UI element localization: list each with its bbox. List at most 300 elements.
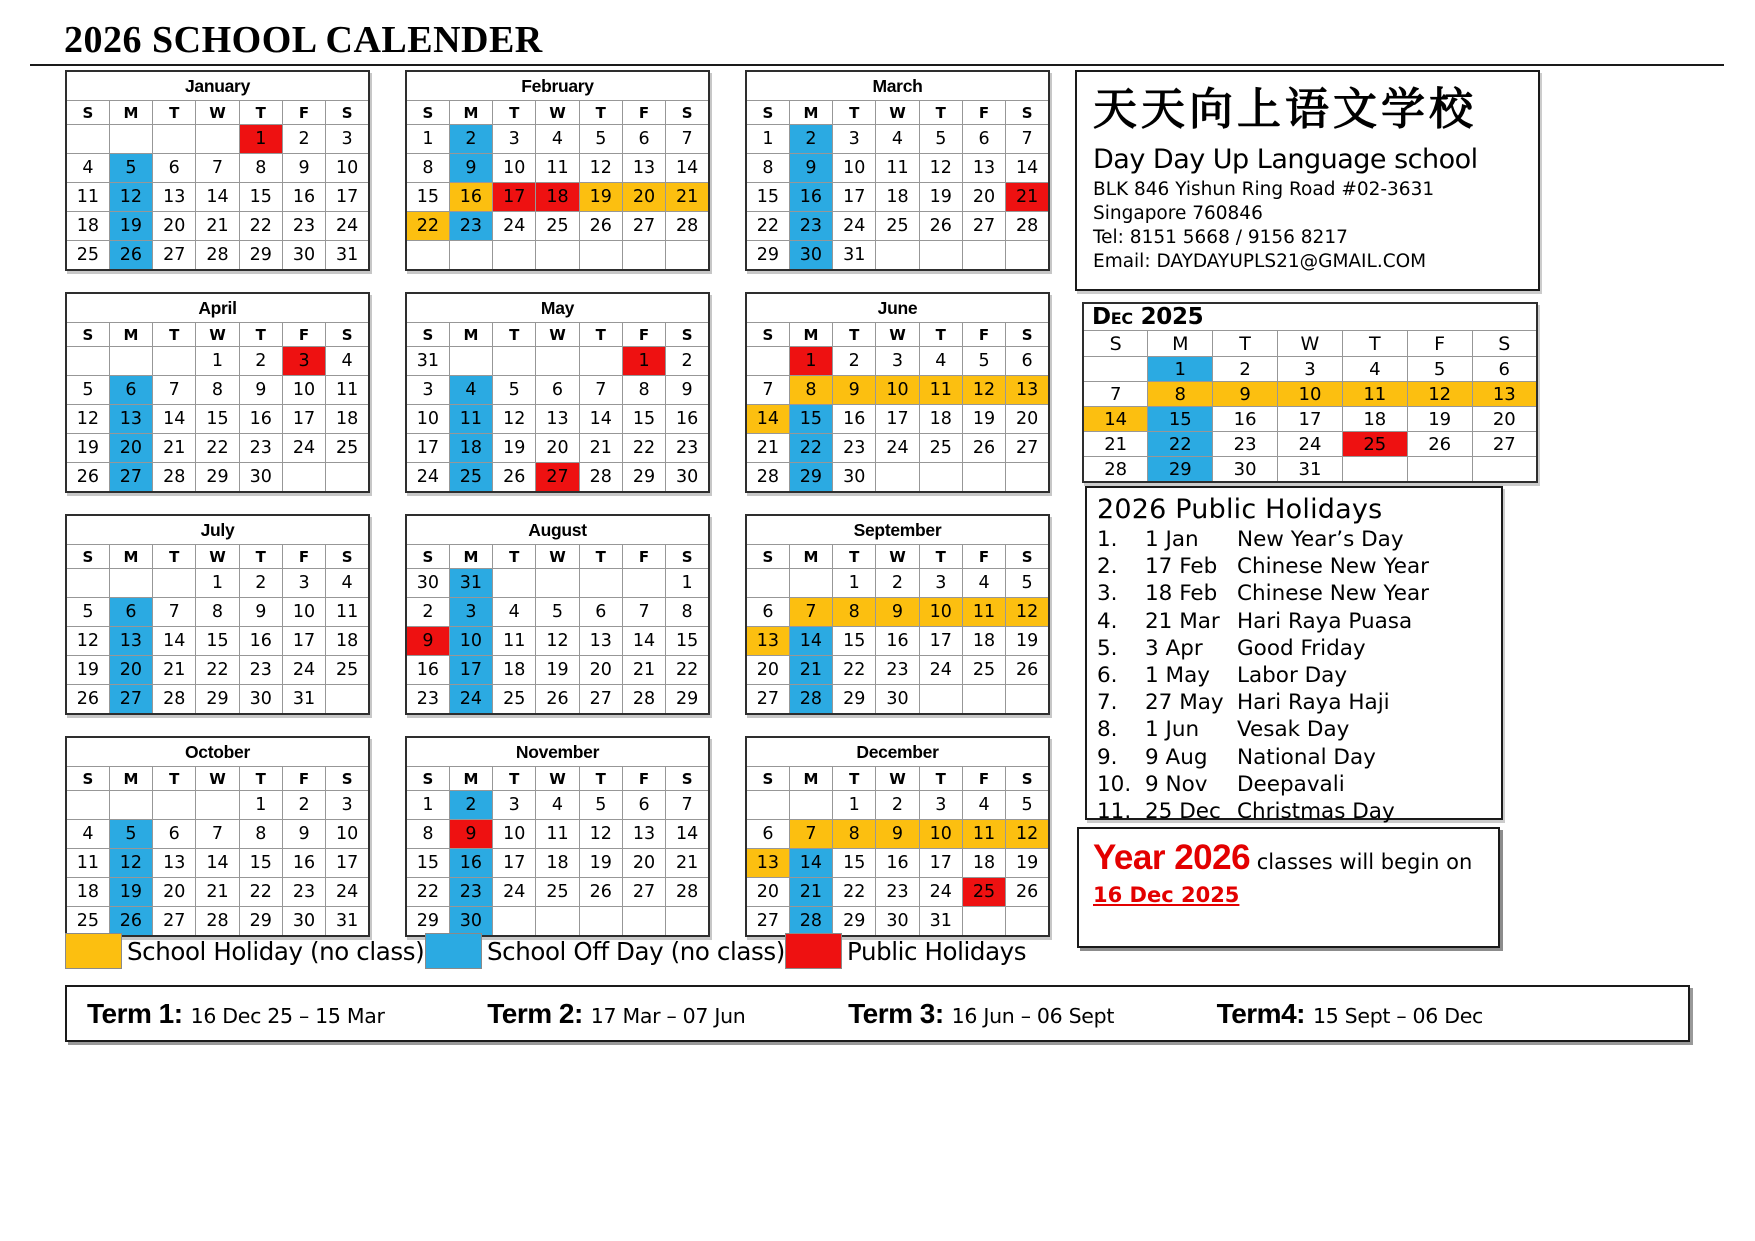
day-cell: 29 [833,685,876,715]
day-cell: 30 [789,241,832,271]
empty-cell [579,241,622,271]
terms-bar [65,985,1690,1042]
holiday-name: Christmas Day [1237,798,1395,824]
day-cell: 2 [789,125,832,154]
day-cell: 6 [622,791,665,820]
day-header: F [282,323,325,347]
day-cell: 6 [109,376,152,405]
day-cell: 4 [919,347,962,376]
empty-cell [196,125,239,154]
day-cell: 28 [666,878,709,907]
day-cell: 31 [919,907,962,937]
empty-cell [493,347,536,376]
day-cell: 21 [153,656,196,685]
empty-cell [109,347,152,376]
day-cell: 15 [746,183,789,212]
empty-cell [876,463,919,493]
term-label: Term 2: [487,997,583,1029]
day-cell: 30 [406,569,449,598]
day-cell: 26 [109,907,152,937]
day-cell: 25 [536,212,579,241]
day-cell: 22 [833,656,876,685]
day-header: F [282,767,325,791]
day-cell: 7 [1083,382,1148,407]
empty-cell [109,791,152,820]
day-cell: 12 [579,820,622,849]
month-calendar-august [405,514,710,715]
calendar-title: August [406,515,709,545]
day-cell: 14 [1083,407,1148,432]
day-cell: 25 [536,878,579,907]
day-cell: 18 [536,849,579,878]
day-cell: 2 [239,347,282,376]
holiday-name: Hari Raya Puasa [1237,608,1413,634]
empty-cell [493,907,536,937]
holiday-item [1097,553,1493,580]
month-calendar-february [405,70,710,271]
day-cell: 11 [876,154,919,183]
holiday-item [1097,716,1493,743]
holiday-name: New Year’s Day [1237,527,1404,553]
day-header: T [919,545,962,569]
day-cell: 13 [1472,382,1537,407]
empty-cell [919,241,962,271]
day-cell: 23 [406,685,449,715]
day-cell: 23 [239,656,282,685]
term-4 [1217,998,1483,1030]
day-cell: 1 [622,347,665,376]
holiday-num: 8. [1097,717,1118,743]
day-cell: 10 [833,154,876,183]
day-cell: 29 [622,463,665,493]
day-cell: 23 [282,878,325,907]
empty-cell [406,241,449,271]
day-cell: 27 [1472,432,1537,457]
day-cell: 3 [282,569,325,598]
day-cell: 10 [326,154,369,183]
day-cell: 14 [1006,154,1049,183]
day-cell: 14 [196,183,239,212]
day-header: T [239,101,282,125]
day-cell: 20 [109,434,152,463]
day-cell: 1 [1148,357,1213,382]
holiday-num: 6. [1097,663,1118,689]
month-calendar-december [745,736,1050,937]
day-cell: 26 [1006,656,1049,685]
day-cell: 25 [449,463,492,493]
day-cell: 12 [962,376,1005,405]
public-holiday-swatch [785,933,842,969]
day-cell: 1 [196,347,239,376]
day-cell: 26 [579,878,622,907]
day-cell: 19 [919,183,962,212]
day-cell: 21 [666,183,709,212]
day-cell: 7 [1006,125,1049,154]
day-cell: 29 [196,463,239,493]
term-3 [848,998,1114,1030]
empty-cell [962,685,1005,715]
day-cell: 24 [326,878,369,907]
day-header: T [919,767,962,791]
day-cell: 11 [536,154,579,183]
day-cell: 3 [1278,357,1343,382]
day-header: S [666,323,709,347]
day-header: S [746,545,789,569]
year-notice-text [1093,838,1486,912]
day-header: S [66,545,109,569]
day-cell: 28 [196,907,239,937]
holiday-item [1097,608,1493,635]
day-cell: 12 [1006,820,1049,849]
day-cell: 6 [579,598,622,627]
day-cell: 13 [622,154,665,183]
empty-cell [919,463,962,493]
month-calendar-october [65,736,370,937]
day-cell: 1 [239,791,282,820]
day-header: M [109,545,152,569]
day-cell: 15 [1148,407,1213,432]
day-cell: 11 [536,820,579,849]
day-cell: 15 [239,849,282,878]
public-holidays-box [1085,486,1503,824]
day-cell: 13 [536,405,579,434]
day-cell: 2 [406,598,449,627]
day-cell: 8 [1148,382,1213,407]
school-address-line1: BLK 846 Yishun Ring Road #02-3631 [1093,179,1435,200]
day-cell: 14 [196,849,239,878]
day-cell: 6 [1472,357,1537,382]
day-cell: 7 [579,376,622,405]
day-header: M [449,545,492,569]
day-cell: 17 [282,405,325,434]
day-cell: 4 [493,598,536,627]
day-cell: 3 [493,125,536,154]
day-cell: 30 [239,463,282,493]
holiday-date: 9 Aug [1145,744,1208,770]
day-header: S [326,767,369,791]
term-dates: 17 Mar – 07 Jun [590,1003,746,1028]
day-cell: 30 [876,685,919,715]
day-cell: 3 [326,791,369,820]
day-cell: 3 [326,125,369,154]
day-cell: 5 [109,154,152,183]
empty-cell [493,569,536,598]
holiday-item [1097,526,1493,553]
day-cell: 9 [666,376,709,405]
day-cell: 8 [833,820,876,849]
day-cell: 16 [876,849,919,878]
legend-label: School Off Day (no class) [487,936,785,966]
day-header: W [876,545,919,569]
holiday-item [1097,689,1493,716]
empty-cell [66,791,109,820]
day-cell: 18 [962,849,1005,878]
day-cell: 18 [326,627,369,656]
day-cell: 29 [789,463,832,493]
day-cell: 24 [406,463,449,493]
day-cell: 4 [962,791,1005,820]
day-cell: 18 [1342,407,1407,432]
day-header: S [1472,331,1537,357]
day-cell: 14 [666,154,709,183]
day-cell: 9 [876,598,919,627]
day-header: S [666,101,709,125]
day-header: T [1342,331,1407,357]
notice-middle: classes will begin on [1250,850,1473,874]
holiday-item [1097,580,1493,607]
holiday-name: Chinese New Year [1237,581,1429,607]
day-cell: 29 [666,685,709,715]
day-cell: 22 [239,878,282,907]
page-title: 2026 SCHOOL CALENDER [64,19,543,61]
day-cell: 22 [196,434,239,463]
day-cell: 16 [282,183,325,212]
day-header: T [153,545,196,569]
day-header: W [876,767,919,791]
holiday-date: 9 Nov [1145,771,1208,797]
day-cell: 5 [536,598,579,627]
day-cell: 10 [1278,382,1343,407]
day-header: T [833,323,876,347]
day-cell: 9 [282,820,325,849]
day-header: M [789,101,832,125]
empty-cell [493,241,536,271]
day-cell: 28 [622,685,665,715]
day-cell: 19 [1006,627,1049,656]
calendar-title: November [406,737,709,767]
empty-cell [536,907,579,937]
day-cell: 20 [579,656,622,685]
empty-cell [66,569,109,598]
day-cell: 9 [1213,382,1278,407]
day-cell: 7 [153,376,196,405]
day-cell: 8 [239,154,282,183]
day-header: S [326,101,369,125]
day-header: T [579,767,622,791]
calendar-title: February [406,71,709,101]
day-cell: 1 [833,569,876,598]
day-header: M [449,767,492,791]
day-cell: 16 [406,656,449,685]
holiday-name: National Day [1237,744,1376,770]
day-cell: 24 [493,212,536,241]
empty-cell [326,463,369,493]
day-cell: 13 [1006,376,1049,405]
legend-item-school-off [425,933,785,969]
day-cell: 9 [789,154,832,183]
day-cell: 8 [196,376,239,405]
day-cell: 15 [833,849,876,878]
calendar-title: April [66,293,369,323]
day-cell: 23 [239,434,282,463]
day-cell: 22 [666,656,709,685]
day-header: T [1213,331,1278,357]
day-cell: 25 [919,434,962,463]
holiday-item [1097,662,1493,689]
calendar-title: July [66,515,369,545]
day-cell: 10 [919,820,962,849]
day-header: M [789,767,832,791]
day-cell: 31 [326,241,369,271]
empty-cell [666,907,709,937]
calendar-title: June [746,293,1049,323]
holiday-date: 18 Feb [1145,581,1218,607]
day-cell: 3 [919,569,962,598]
day-cell: 20 [622,849,665,878]
day-cell: 16 [239,627,282,656]
day-cell: 6 [622,125,665,154]
day-cell: 22 [789,434,832,463]
day-cell: 2 [239,569,282,598]
day-cell: 21 [789,878,832,907]
day-cell: 19 [1006,849,1049,878]
empty-cell [962,907,1005,937]
day-cell: 1 [406,125,449,154]
day-cell: 12 [66,627,109,656]
day-cell: 7 [789,820,832,849]
day-header: T [833,767,876,791]
day-cell: 10 [406,405,449,434]
day-cell: 5 [66,598,109,627]
day-cell: 15 [666,627,709,656]
day-cell: 16 [666,405,709,434]
day-cell: 10 [282,376,325,405]
dec-2025-calendar [1082,302,1538,483]
day-cell: 30 [239,685,282,715]
day-cell: 5 [109,820,152,849]
day-cell: 8 [622,376,665,405]
day-cell: 2 [876,569,919,598]
day-cell: 27 [109,685,152,715]
day-cell: 12 [493,405,536,434]
day-cell: 18 [876,183,919,212]
day-cell: 30 [833,463,876,493]
day-header: F [622,101,665,125]
day-cell: 26 [919,212,962,241]
empty-cell [622,569,665,598]
day-cell: 23 [876,656,919,685]
day-header: T [239,323,282,347]
holiday-item [1097,744,1493,771]
day-header: F [962,767,1005,791]
day-cell: 31 [1278,457,1343,483]
day-header: W [876,323,919,347]
day-cell: 24 [833,212,876,241]
day-cell: 21 [622,656,665,685]
day-cell: 7 [746,376,789,405]
day-cell: 15 [406,849,449,878]
day-cell: 14 [153,627,196,656]
month-calendar-september [745,514,1050,715]
holiday-name: Good Friday [1237,635,1366,661]
day-cell: 14 [789,849,832,878]
empty-cell [1006,463,1049,493]
day-cell: 4 [326,569,369,598]
holiday-name: Deepavali [1237,771,1345,797]
day-cell: 26 [579,212,622,241]
day-header: M [109,101,152,125]
day-header: T [493,767,536,791]
day-cell: 23 [666,434,709,463]
day-header: S [1006,323,1049,347]
day-cell: 25 [876,212,919,241]
day-cell: 24 [282,656,325,685]
day-cell: 24 [876,434,919,463]
holiday-list [1097,526,1493,825]
day-cell: 15 [239,183,282,212]
empty-cell [66,125,109,154]
day-cell: 21 [1006,183,1049,212]
day-cell: 1 [833,791,876,820]
day-header: F [622,545,665,569]
day-cell: 11 [962,598,1005,627]
school-telephone: Tel: 8151 5668 / 9156 8217 [1093,227,1348,248]
day-cell: 5 [579,791,622,820]
day-cell: 15 [622,405,665,434]
day-cell: 25 [962,878,1005,907]
day-cell: 2 [833,347,876,376]
day-header: F [962,323,1005,347]
day-cell: 3 [493,791,536,820]
empty-cell [962,241,1005,271]
holiday-item [1097,771,1493,798]
day-cell: 8 [746,154,789,183]
day-cell: 17 [493,849,536,878]
day-cell: 20 [746,656,789,685]
day-cell: 17 [1278,407,1343,432]
day-cell: 17 [919,849,962,878]
day-cell: 11 [66,183,109,212]
day-header: W [196,323,239,347]
day-cell: 16 [239,405,282,434]
day-cell: 13 [746,627,789,656]
day-cell: 18 [66,878,109,907]
empty-cell [282,463,325,493]
day-header: M [789,545,832,569]
day-header: M [109,323,152,347]
empty-cell [1342,457,1407,483]
day-cell: 30 [876,907,919,937]
day-cell: 20 [746,878,789,907]
empty-cell [153,791,196,820]
day-cell: 20 [536,434,579,463]
day-cell: 14 [666,820,709,849]
term-dates: 16 Jun – 06 Sept [951,1003,1115,1028]
day-cell: 21 [1083,432,1148,457]
day-cell: 5 [579,125,622,154]
day-cell: 22 [239,212,282,241]
day-cell: 22 [196,656,239,685]
day-cell: 5 [493,376,536,405]
day-header: M [449,323,492,347]
day-cell: 29 [1148,457,1213,483]
day-cell: 23 [449,212,492,241]
day-header: S [66,767,109,791]
empty-cell [1472,457,1537,483]
day-header: T [493,545,536,569]
day-header: F [1407,331,1472,357]
day-cell: 25 [66,907,109,937]
day-cell: 31 [833,241,876,271]
day-cell: 21 [666,849,709,878]
day-cell: 17 [919,627,962,656]
day-cell: 27 [622,878,665,907]
holiday-date: 3 Apr [1145,635,1203,661]
day-cell: 12 [1407,382,1472,407]
holiday-item [1097,635,1493,662]
day-cell: 28 [1006,212,1049,241]
day-cell: 9 [239,598,282,627]
